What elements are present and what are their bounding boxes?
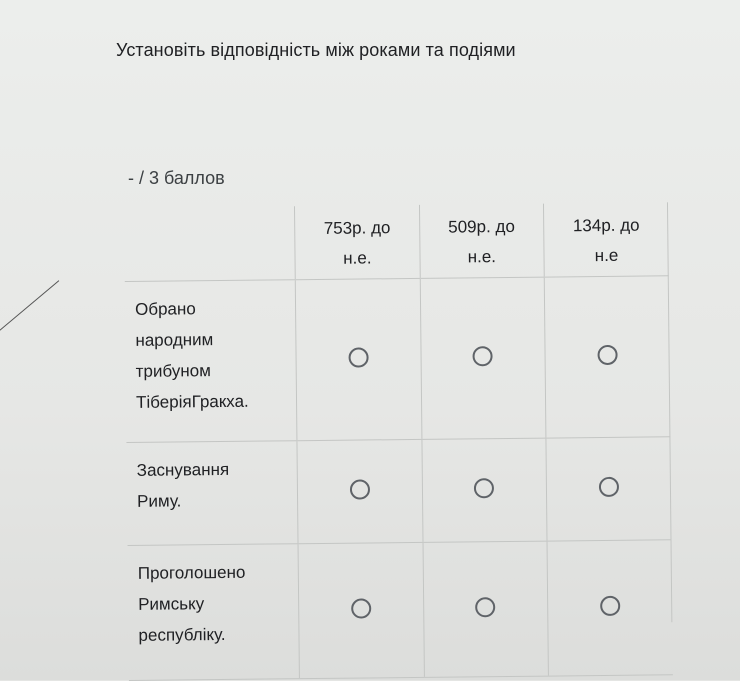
- grid-cell: [298, 542, 424, 678]
- row-label-republic: [128, 544, 300, 681]
- row-label-line: ТіберіяГракха.: [135, 391, 249, 412]
- row-label-line: трибуном: [135, 361, 211, 381]
- row-label-line: Обрано: [134, 299, 196, 319]
- grid-row-tiberius: [125, 276, 671, 443]
- question-title: Установіть відповідність між роками та подіями: [116, 40, 516, 60]
- grid-cell: [420, 277, 546, 439]
- grid-corner-cell: [124, 206, 295, 281]
- column-header-753: [295, 205, 420, 280]
- row-label-line: республіку.: [138, 624, 226, 645]
- column-header-line1: 134р. до: [572, 215, 640, 236]
- grid-table: [124, 202, 673, 681]
- edge-line: [0, 280, 59, 339]
- column-header-line1: 753р. до: [323, 218, 391, 238]
- grid-row-rome-founding: [126, 437, 671, 546]
- column-header-line2: н.е.: [343, 248, 372, 268]
- grid-row-republic: [128, 540, 673, 681]
- grid-cell: [544, 276, 670, 438]
- radio-republic-753[interactable]: [351, 598, 371, 618]
- row-label-line: народним: [135, 330, 214, 350]
- radio-rome-753[interactable]: [350, 479, 370, 499]
- column-header-line2: н.е: [594, 245, 619, 266]
- row-label-line: Проголошено: [137, 562, 246, 583]
- row-label-rome-founding: [126, 441, 298, 546]
- grid-cell: [546, 437, 672, 541]
- choice-grid: [124, 202, 672, 645]
- grid-header-row: [124, 202, 669, 281]
- radio-tiberius-134[interactable]: [597, 344, 617, 364]
- radio-republic-134[interactable]: [600, 595, 620, 615]
- points-label: - / 3 баллов: [128, 168, 225, 188]
- grid-cell: [295, 278, 421, 440]
- row-label-line: Заснування: [136, 459, 230, 480]
- column-header-509: [419, 204, 544, 279]
- radio-rome-509[interactable]: [474, 478, 494, 498]
- radio-tiberius-753[interactable]: [348, 347, 368, 367]
- radio-rome-134[interactable]: [599, 476, 619, 496]
- grid-cell: [547, 540, 673, 676]
- grid-cell: [297, 439, 423, 543]
- row-label-line: Римську: [138, 594, 205, 614]
- radio-republic-509[interactable]: [475, 597, 495, 617]
- grid-cell: [422, 438, 548, 542]
- row-label-tiberius: [125, 280, 297, 443]
- column-header-line2: н.е.: [467, 247, 497, 267]
- grid-cell: [423, 541, 549, 677]
- column-header-134: [544, 202, 669, 277]
- column-header-line1: 509р. до: [448, 216, 515, 237]
- radio-tiberius-509[interactable]: [473, 346, 493, 366]
- row-label-line: Риму.: [136, 491, 182, 511]
